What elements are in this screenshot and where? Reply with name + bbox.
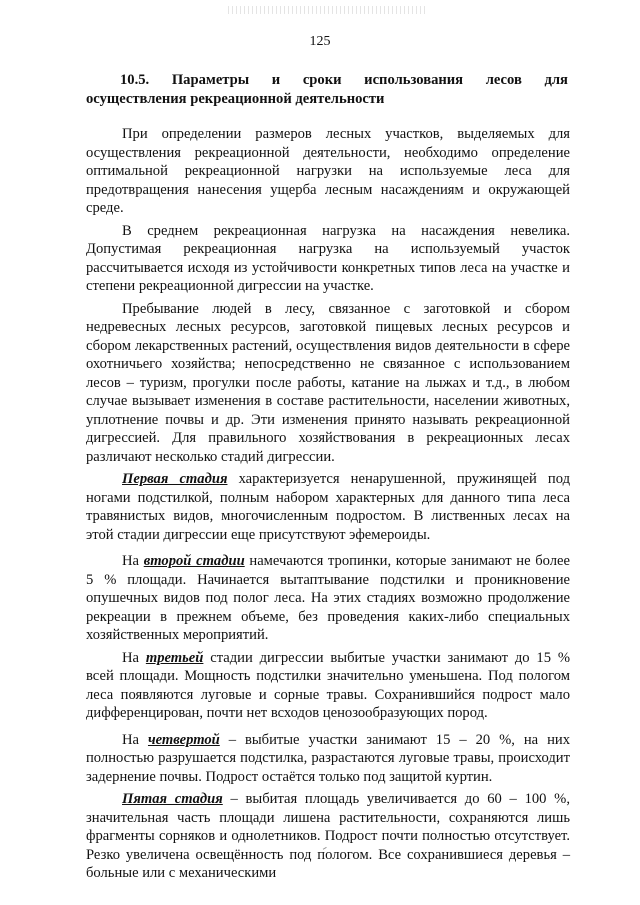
paragraph-text: – выбитые участки занимают 15 – 20 %, на них полностью разрушается подстилка, разрастаются луговые травы, происходит задернение почвы. Подрост остаётся только под защитой куртин. xyxy=(86,731,570,785)
section-heading-line-2: осуществления рекреационной деятельности xyxy=(86,91,385,107)
paragraph-text: При определении размеров лесных участков, выделяемых для осуществления рекреационной деятельности, необходимо определение оптимальной рекреационной нагрузки на используемые леса для предотвращения нанесения ущерба лесным насаждениям и окружающей среде. xyxy=(86,126,570,216)
stage-term: Пятая стадия xyxy=(122,791,223,807)
heading-word: Параметры xyxy=(171,72,250,88)
paragraph-stage-3 xyxy=(86,649,570,723)
heading-word: для xyxy=(544,72,568,88)
scan-artifact xyxy=(228,6,428,14)
paragraph-stage-5 xyxy=(86,790,570,883)
stage-term: четвертой xyxy=(147,731,220,748)
page-number: 125 xyxy=(309,34,331,49)
paragraph-stage-2 xyxy=(86,552,570,645)
paragraph-text: – выбитая площадь увеличивается до 60 – 100 %, значительная часть площади лишена растительности, сохраняются лишь фрагменты сорняков и однолетников. Подрост почти полностью отсутствует. Резко увеличена освещённость под пологом. Все сохранившиеся деревья – больные или с механическими xyxy=(86,791,570,881)
paragraph xyxy=(86,222,570,296)
heading-word: сроки xyxy=(302,72,342,88)
paragraph xyxy=(86,300,570,467)
heading-word: лесов xyxy=(485,72,522,88)
paragraph-text: характеризуется ненарушенной, пружинящей под ногами подстилкой, полным набором характерных для данного типа леса травянистых видов, многочисленным подростом. В лиственных лесах на этой стадии дигрессии еще присутствуют эфемероиды. xyxy=(86,471,571,543)
paragraph-stage-1 xyxy=(86,470,570,544)
paragraph-text: На xyxy=(122,553,144,569)
heading-word: и xyxy=(271,72,281,88)
heading-word: использования xyxy=(364,72,464,88)
stage-term: третьей xyxy=(145,649,204,666)
stage-term: Первая стадия xyxy=(122,471,228,487)
paragraph-text: Пребывание людей в лесу, связанное с заготовкой и сбором недревесных лесных ресурсов, заготовкой пищевых лесных ресурсов и сбором лекарственных растений, осуществления видов деятельности в сфере охотничьего хозяйства; непосредственно не связанное с использованием лесов – туризм, прогулки после работы, катание на лыжах и т.д., в любом случае вызывает изменения в составе растительности, населении животных, уплотнение почвы и др. Эти изменения принято называть рекреационной дигрессией. Для правильного хозяйствования в рекреационных лесах различают несколько стадий дигрессии. xyxy=(86,300,570,465)
paragraph-text: На xyxy=(122,649,146,666)
body-text xyxy=(86,125,570,883)
paragraph-text: В среднем рекреационная нагрузка на насаждения невелика. Допустимая рекреационная нагрузка на используемый участок рассчитывается исходя из устойчивости конкретных типов леса на участке и степени рекреационной дигрессии на участке. xyxy=(86,222,570,294)
paragraph xyxy=(86,125,570,218)
paragraph-text: стадии дигрессии выбитые участки занимают до 15 % всей площади. Мощность подстилки значительно уменьшена. Под пологом леса появляются луговые и сорные травы. Сохранившийся подрост мало дифференцирован, почти нет всходов ценозообразующих пород. xyxy=(86,649,570,721)
section-heading xyxy=(86,71,568,109)
section-heading-line-1 xyxy=(86,71,568,90)
paragraph-text: На xyxy=(122,731,148,748)
paragraph-stage-4 xyxy=(86,731,570,787)
stage-term: второй стадии xyxy=(143,553,245,569)
paragraph-text: намечаются тропинки, которые занимают не более 5 % площади. Начинается вытаптывание подстилки и проникновение опушечных видов под полог леса. На этих стадиях возможно продолжение рекреации в прежнем объеме, без проведения каких-либо специальных хозяйственных мероприятий. xyxy=(86,553,571,643)
section-number: 10.5. xyxy=(120,72,150,88)
